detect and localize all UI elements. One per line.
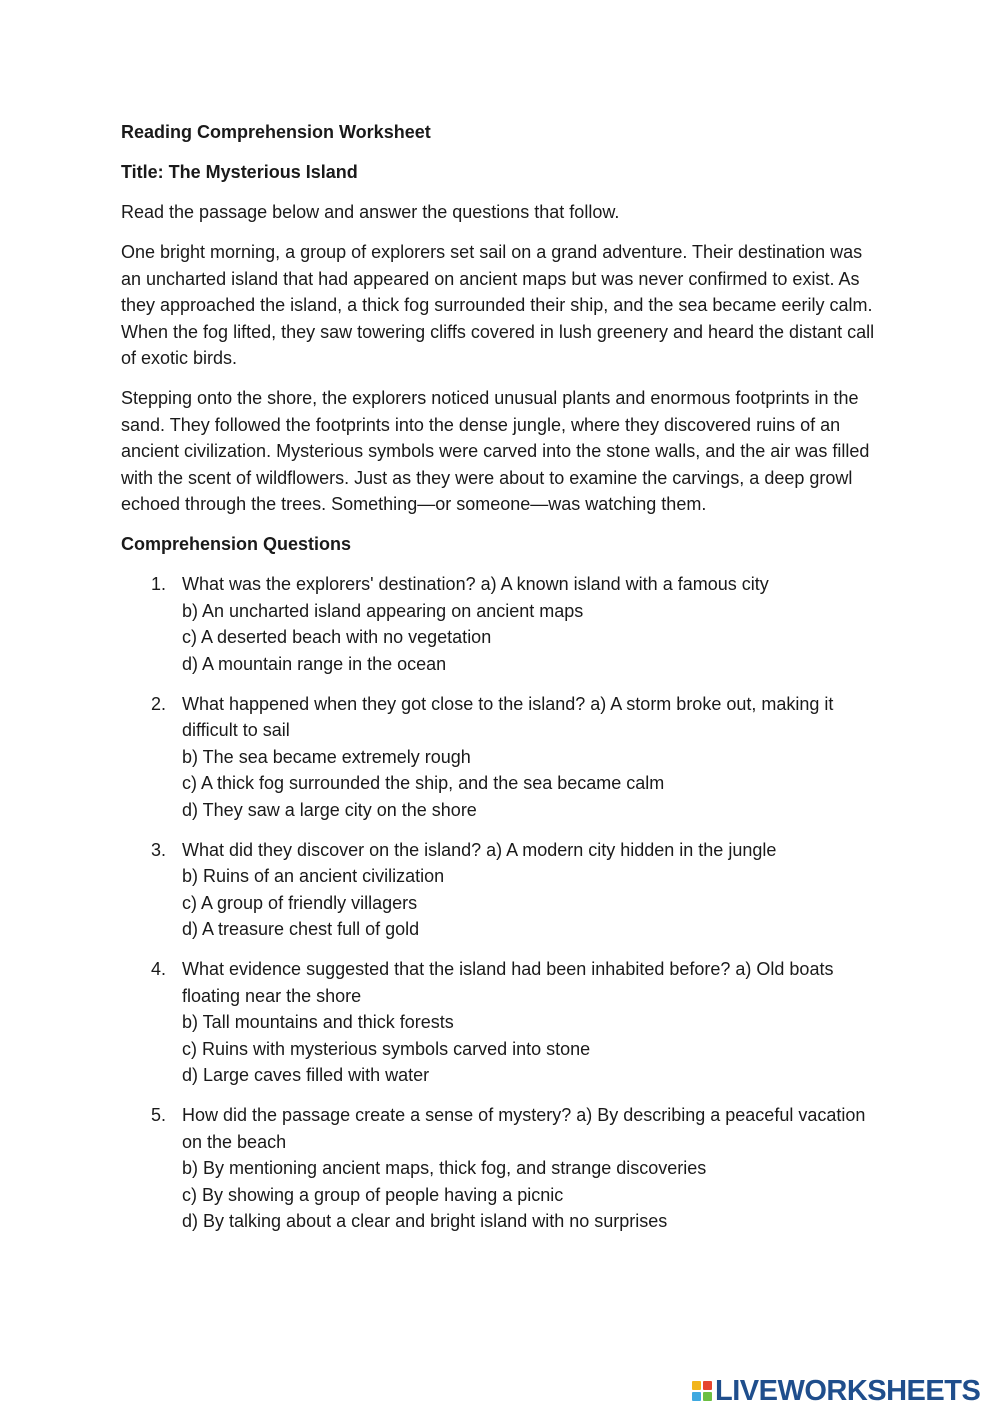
answer-option: d) A mountain range in the ocean xyxy=(182,653,447,674)
question-text: What happened when they got close to the island? a) A storm broke out, making it difficult to sail xyxy=(182,693,834,740)
answer-option: b) An uncharted island appearing on ancient maps xyxy=(182,600,584,621)
question-number: 3. xyxy=(151,839,167,860)
answer-option: b) Ruins of an ancient civilization xyxy=(182,866,445,886)
logo-block xyxy=(703,1381,712,1390)
question-item xyxy=(121,571,881,677)
answer-option: d) Large caves filled with water xyxy=(182,1065,430,1085)
question-text: What evidence suggested that the island had been inhabited before? a) Old boats floating near the shore xyxy=(182,959,834,1006)
answer-option: c) A thick fog surrounded the ship, and the sea became calm xyxy=(182,773,665,793)
instructions: Read the passage below and answer the questions that follow. xyxy=(121,202,620,222)
liveworksheets-logo[interactable] xyxy=(692,1374,980,1408)
answer-option: c) Ruins with mysterious symbols carved into stone xyxy=(182,1038,591,1059)
answer-option: c) A deserted beach with no vegetation xyxy=(182,627,492,647)
answer-option: b) By mentioning ancient maps, thick fog, and strange discoveries xyxy=(182,1158,707,1178)
answer-option: d) A treasure chest full of gold xyxy=(182,919,420,939)
answer-option: b) Tall mountains and thick forests xyxy=(182,1012,454,1032)
question-item xyxy=(121,691,881,824)
logo-block xyxy=(703,1392,712,1401)
questions-heading: Comprehension Questions xyxy=(121,534,352,554)
answer-option: c) A group of friendly villagers xyxy=(182,892,418,913)
question-text: How did the passage create a sense of mystery? a) By describing a peaceful vacation on the beach xyxy=(182,1105,866,1152)
answer-option: d) By talking about a clear and bright island with no surprises xyxy=(182,1211,668,1231)
logo-blocks-icon xyxy=(692,1381,712,1401)
questions-list xyxy=(121,571,881,1235)
logo-block xyxy=(692,1381,701,1390)
worksheet-heading: Reading Comprehension Worksheet xyxy=(121,122,431,142)
question-item xyxy=(121,837,881,943)
logo-block xyxy=(692,1392,701,1401)
question-item xyxy=(121,956,881,1089)
question-number: 5. xyxy=(151,1105,167,1125)
answer-option: b) The sea became extremely rough xyxy=(182,746,471,767)
question-number: 4. xyxy=(151,959,167,979)
question-text: What did they discover on the island? a) A modern city hidden in the jungle xyxy=(182,839,777,860)
logo-text: LIVEWORKSHEETS xyxy=(715,1375,981,1407)
answer-option: c) By showing a group of people having a picnic xyxy=(182,1184,564,1205)
worksheet-title: Title: The Mysterious Island xyxy=(121,162,358,182)
passage-paragraph-1: One bright morning, a group of explorers set sail on a grand adventure. Their destination was an uncharted island that had appeared on ancient maps but was never confirmed to exist. As they approached the island, a thick fog surrounded their ship, and the sea became eerily calm. When the fog lifted, they saw towering cliffs covered in lush greenery and heard the distant call of exotic birds. xyxy=(121,242,875,368)
answer-option: d) They saw a large city on the shore xyxy=(182,799,477,820)
question-text: What was the explorers' destination? a) A known island with a famous city xyxy=(182,574,769,594)
passage-paragraph-2: Stepping onto the shore, the explorers noticed unusual plants and enormous footprints in the sand. They followed the footprints into the dense jungle, where they discovered ruins of an ancient civilization. Mysterious symbols were carved into the stone walls, and the air was filled with the scent of wildflowers. Just as they were about to examine the carvings, a deep growl echoed through the trees. Something—or someone—was watching them. xyxy=(121,388,870,514)
question-item xyxy=(121,1102,881,1235)
question-number: 2. xyxy=(151,693,167,714)
worksheet-page xyxy=(121,119,881,1248)
question-number: 1. xyxy=(151,574,167,594)
